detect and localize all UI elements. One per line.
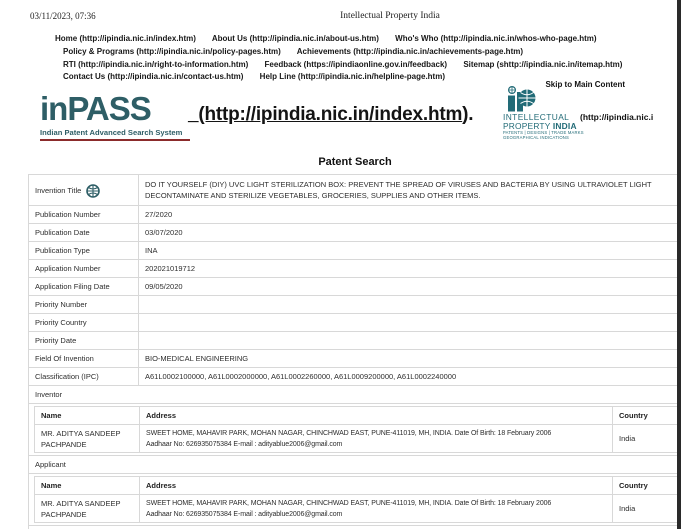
row-label-field-of-invention: Field Of Invention (29, 350, 139, 368)
nav-line-2 (0, 46, 681, 59)
row-value-application-number: 202021019712 (139, 260, 681, 278)
row-label-classification-ipc: Classification (IPC) (29, 368, 139, 386)
row-label-priority-number: Priority Number (29, 296, 139, 314)
row-value-classification-ipc: A61L0002100000, A61L0002000000, A61L0002260000, A61L0009200000, A61L0002240000 (139, 368, 681, 386)
inventor-table (34, 406, 681, 453)
print-page-title: Intellectual Property India (340, 11, 440, 21)
applicant-address-line2: Aadhaar No: 626935075384 E-mail : adityablue2006@gmail.com (146, 510, 343, 518)
table-row (29, 242, 681, 260)
skip-to-main-content-link[interactable]: Skip to Main Content (545, 80, 625, 89)
applicant-address (140, 495, 613, 523)
row-label-priority-country: Priority Country (29, 314, 139, 332)
table-row (29, 206, 681, 224)
nav-link-rti[interactable]: RTI (http://ipindia.nic.in/right-to-information.htm) (63, 59, 249, 69)
section-row-inventor (29, 386, 681, 404)
inventor-table-holder (29, 404, 681, 456)
applicant-table-holder (29, 474, 681, 526)
patent-details-table (28, 174, 681, 529)
row-label-publication-number: Publication Number (29, 206, 139, 224)
row-value-publication-number: 27/2020 (139, 206, 681, 224)
table-row (29, 278, 681, 296)
inventor-col-address: Address (140, 407, 613, 425)
inventor-name-line1: MR. ADITYA SANDEEP (41, 428, 121, 438)
applicant-header-row (35, 477, 681, 495)
nav-link-whos-who[interactable]: Who's Who (http://ipindia.nic.in/whos-who-page.htm) (395, 34, 597, 43)
applicant-table-row (29, 474, 681, 526)
applicant-name-line2: PACHPANDE (41, 509, 87, 519)
applicant-col-address: Address (140, 477, 613, 495)
row-value-priority-date (139, 332, 681, 350)
ipindia-logo-property: PROPERTY (503, 121, 553, 131)
applicant-country: India (613, 495, 681, 523)
applicant-name (35, 495, 140, 523)
ipindia-logo-line3: PATENTS | DESIGNS | TRADE MARKS (503, 130, 584, 135)
inventor-address (140, 425, 613, 453)
ipindia-index-link[interactable] (188, 104, 473, 126)
applicant-section-label: Applicant (29, 456, 681, 474)
ipindia-logo[interactable] (503, 86, 584, 140)
table-row (29, 296, 681, 314)
applicant-data-row (35, 495, 681, 523)
inventor-address-line2: Aadhaar No: 626935075384 E-mail : adityablue2006@gmail.com (146, 440, 343, 448)
nav-link-home[interactable]: Home (http://ipindia.nic.in/index.htm) (55, 34, 196, 43)
inventor-col-name: Name (35, 407, 140, 425)
table-row (29, 175, 681, 206)
ipindia-logo-line1: INTELLECTUAL (503, 112, 570, 122)
invention-title-line2: DECONTAMINATE AND STERILIZE VEGETABLES, GROCERIES, SUPPLIES AND OTHER ITEMS. (145, 191, 481, 200)
ipindia-logo-line4: GEOGRAPHICAL INDICATIONS (503, 134, 569, 140)
inventor-name-line2: PACHPANDE (41, 439, 87, 449)
inventor-name (35, 425, 140, 453)
row-value-field-of-invention: BIO-MEDICAL ENGINEERING (139, 350, 681, 368)
table-row (29, 224, 681, 242)
nav-link-help-line[interactable]: Help Line (http://ipindia.nic.in/helpline-page.htm) (259, 72, 445, 82)
nav-link-contact-us[interactable]: Contact Us (http://ipindia.nic.in/contact-us.htm) (63, 72, 244, 82)
ipindia-index-link-tail: ). (462, 104, 474, 125)
inventor-section-label: Inventor (29, 386, 681, 404)
row-label-priority-date: Priority Date (29, 332, 139, 350)
inventor-data-row (35, 425, 681, 453)
nav-line-1 (0, 33, 681, 46)
row-label-publication-date: Publication Date (29, 224, 139, 242)
row-value-publication-type: INA (139, 242, 681, 260)
row-value-publication-date: 03/07/2020 (139, 224, 681, 242)
window-right-edge (677, 0, 681, 529)
table-row (29, 350, 681, 368)
inpass-tagline: Indian Patent Advanced Search System (40, 128, 190, 141)
next-section-holder (29, 526, 681, 529)
ipindia-index-link-text: _(http://ipindia.nic.in/index.htm (188, 104, 463, 125)
row-label-invention-title: Invention Title (29, 175, 139, 206)
inpass-logo[interactable] (40, 92, 190, 141)
row-value-application-filing-date: 09/05/2020 (139, 278, 681, 296)
row-value-priority-number (139, 296, 681, 314)
inventor-country: India (613, 425, 681, 453)
nav-link-about-us[interactable]: About Us (http://ipindia.nic.in/about-us.htm) (211, 34, 379, 43)
applicant-col-country: Country (613, 477, 681, 495)
ipindia-emblem-icon (503, 86, 537, 112)
inventor-header-row (35, 407, 681, 425)
next-section-clipped-row (29, 526, 681, 529)
ipindia-home-link[interactable]: (http://ipindia.nic.i (580, 112, 654, 122)
invention-title-line1: DO IT YOURSELF (DIY) UVC LIGHT STERILIZATION BOX: PREVENT THE SPREAD OF VIRUSES AND BACTERIA BY USING ULTRAVIOLET LIGHT (145, 180, 652, 189)
page-title: Patent Search (318, 156, 392, 168)
table-row (29, 368, 681, 386)
inventor-table-row (29, 404, 681, 456)
row-label-publication-type: Publication Type (29, 242, 139, 260)
nav-link-sitemap[interactable]: Sitemap (shttp://ipindia.nic.in/itemap.htm) (463, 59, 623, 69)
row-label-application-filing-date: Application Filing Date (29, 278, 139, 296)
applicant-name-line1: MR. ADITYA SANDEEP (41, 498, 121, 508)
applicant-table (34, 476, 681, 523)
row-label-application-number: Application Number (29, 260, 139, 278)
ipindia-logo-india: INDIA (552, 121, 577, 131)
applicant-address-line1: SWEET HOME, MAHAVIR PARK, MOHAN NAGAR, CHINCHWAD EAST, PUNE-411019, MH, INDIA. Date Of Birth: 18 February 2006 (146, 499, 552, 507)
row-value-priority-country (139, 314, 681, 332)
nav-link-feedback[interactable]: Feedback (https://ipindiaonline.gov.in/feedback) (264, 59, 448, 69)
top-navigation (0, 33, 681, 84)
row-value-invention-title (139, 175, 681, 206)
table-row (29, 332, 681, 350)
table-row (29, 314, 681, 332)
applicant-col-name: Name (35, 477, 140, 495)
section-row-applicant (29, 456, 681, 474)
inventor-address-line1: SWEET HOME, MAHAVIR PARK, MOHAN NAGAR, CHINCHWAD EAST, PUNE-411019, MH, INDIA. Date Of Birth: 18 February 2006 (146, 429, 552, 437)
nav-link-policy-programs[interactable]: Policy & Programs (http://ipindia.nic.in/policy-pages.htm) (63, 46, 281, 56)
nav-line-3 (0, 59, 681, 72)
nav-link-achievements[interactable]: Achievements (http://ipindia.nic.in/achievements-page.htm) (296, 46, 524, 56)
inpass-logo-text: inPASS (40, 90, 151, 127)
printed-date: 03/11/2023, 07:36 (30, 11, 96, 21)
table-row (29, 260, 681, 278)
inventor-col-country: Country (613, 407, 681, 425)
